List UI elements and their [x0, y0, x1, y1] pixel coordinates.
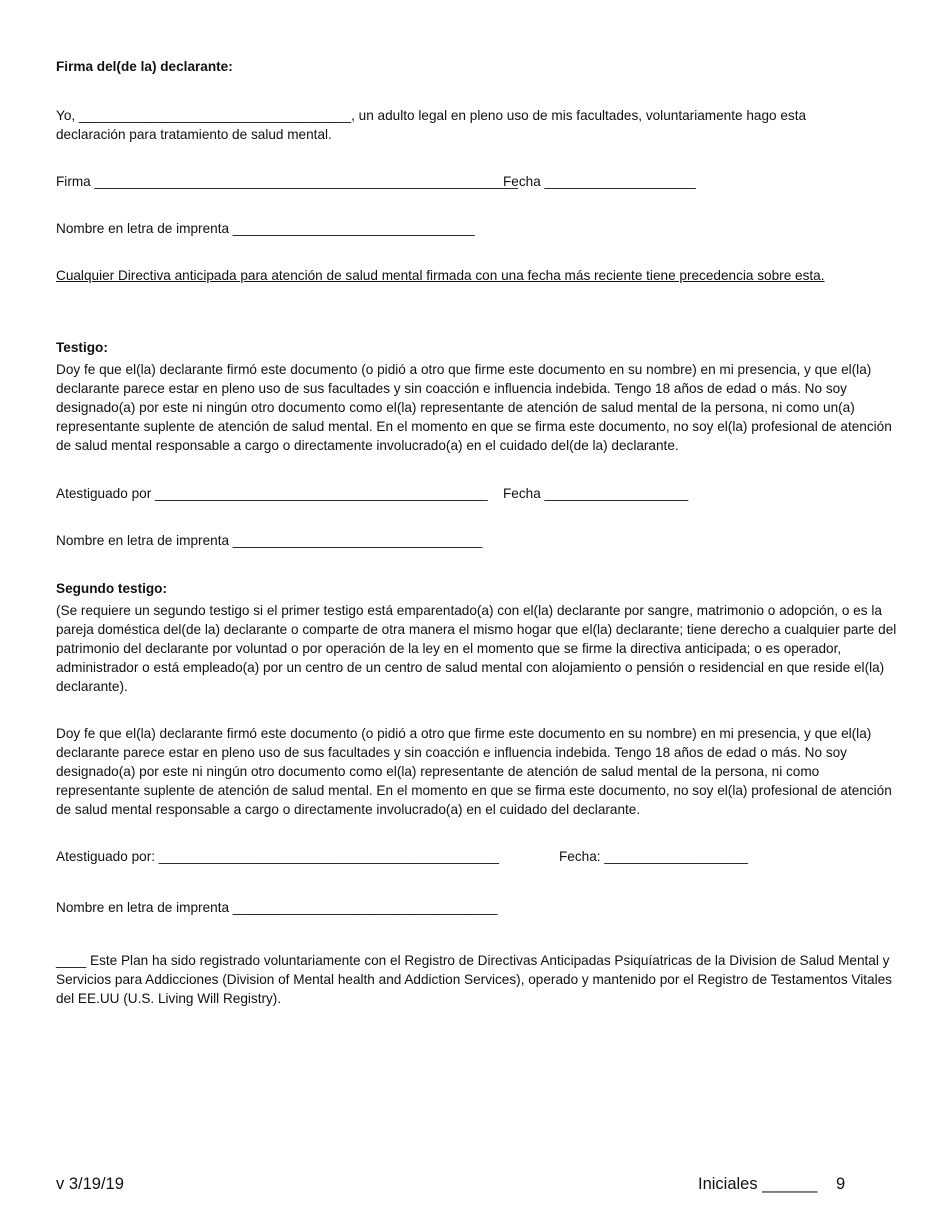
precedence-note: Cualquier Directiva anticipada para atención de salud mental firmada con una fecha más reciente tiene precedencia sobre esta. [56, 268, 825, 283]
page-number: 9 [836, 1175, 846, 1193]
declarant-statement-line2: declaración para tratamiento de salud mental. [56, 127, 332, 142]
witness2-requirement: (Se requiere un segundo testigo si el primer testigo está emparentado(a) con el(la) declarante por sangre, matrimonio o adopción, o es la pareja doméstica del(de la) declarante o comparte de otra manera el mismo hogar que el(la) declarante; tiene derecho a cualquier parte del patrimonio del declarante por voluntad o por operación de la ley en el momento que se firme la directiva anticipada; o es operador, administrador o está empleado(a) por un centro de un centro de salud mental con alojamiento o pensión o residencial en que reside el(la) declarante). [56, 603, 897, 694]
witness1-heading: Testigo: [56, 340, 108, 355]
witness2-print-name-field[interactable]: Nombre en letra de imprenta ___________________________________ [56, 900, 498, 915]
declarant-date-field[interactable]: Fecha ____________________ [503, 174, 696, 189]
witness1-attested-by-field[interactable]: Atestiguado por ____________________________________________ [56, 486, 488, 501]
witness1-attestation: Doy fe que el(la) declarante firmó este documento (o pidió a otro que firme este documento en su nombre) en mi presencia, y que el(la) declarante parece estar en pleno uso de sus facultades y sin coacción e influencia indebida. Tengo 18 años de edad o más. No soy designado(a) por este ni ningún otro documento como el(la) representante de atención de salud mental de la persona, ni como un(a) representante suplente de atención de salud mental. En el momento en que se firma este documento, no soy el(la) profesional de atención de salud mental responsable a cargo o directamente involucrado(a) en el cuidado del(de la) declarante. [56, 362, 892, 453]
initials-field[interactable]: Iniciales ______ [698, 1175, 818, 1193]
declarant-print-name-field[interactable]: Nombre en letra de imprenta ________________________________ [56, 221, 475, 236]
declarant-signature-field[interactable]: Firma ________________________________________________________ [56, 174, 518, 189]
witness1-print-name-field[interactable]: Nombre en letra de imprenta _________________________________ [56, 533, 483, 548]
declarant-heading: Firma del(de la) declarante: [56, 59, 233, 74]
witness2-heading: Segundo testigo: [56, 581, 168, 596]
witness2-attested-by-field[interactable]: Atestiguado por: _____________________________________________ [56, 849, 499, 864]
registry-note: ____ Este Plan ha sido registrado voluntariamente con el Registro de Directivas Anticipadas Psiquíatricas de la Division de Salud Mental y Servicios para Addicciones (Division of Mental health and Addiction Services), operado y mantenido por el Registro de Testamentos Vitales del EE.UU (U.S. Living Will Registry). [56, 953, 892, 1006]
declarant-statement-line1: Yo, ____________________________________, un adulto legal en pleno uso de mis facultades, voluntariamente hago esta [56, 108, 807, 123]
witness2-date-field[interactable]: Fecha: ___________________ [559, 849, 748, 864]
witness2-attestation: Doy fe que el(la) declarante firmó este documento (o pidió a otro que firme este documento en su nombre) en mi presencia, y que el(la) declarante parece estar en pleno uso de sus facultades y sin coacción e influencia indebida. Tengo 18 años de edad o más. No soy designado(a) por este ni ningún otro documento como el(la) representante de atención de salud mental de la persona, ni como representante suplente de atención de salud mental. En el momento en que se firma este documento, no soy el(la) profesional de atención de salud mental responsable a cargo o directamente involucrado(a) en el cuidado del declarante. [56, 726, 892, 817]
version-label: v 3/19/19 [56, 1175, 124, 1193]
witness1-date-field[interactable]: Fecha ___________________ [503, 486, 689, 501]
